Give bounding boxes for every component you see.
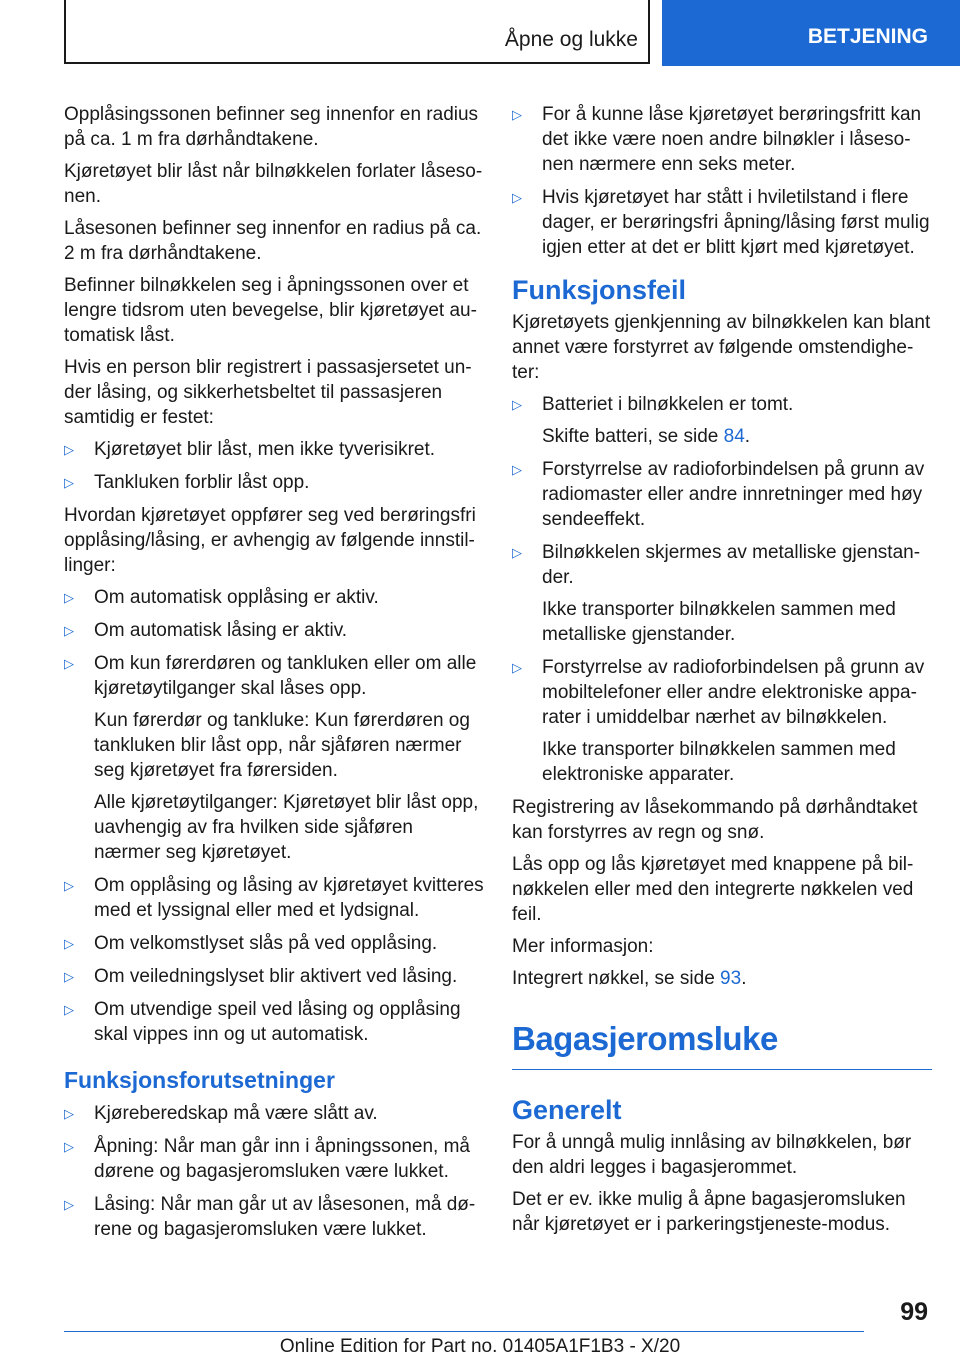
paragraph: Låsesonen befinner seg innenfor en radius på ca. 2 m fra dørhåndtakene.: [64, 218, 482, 264]
section-heading-malfunction: Funksjonsfeil: [512, 275, 687, 305]
paragraph: Integrert nøkkel, se side 93.: [512, 968, 747, 989]
bullet-list: [64, 1101, 484, 1242]
bullet-triangle-icon: ▷: [64, 623, 74, 638]
list-item: ▷ Om veiledningslyset blir aktivert ved låsing.: [64, 966, 458, 987]
list-item: ▷ Om velkomstlyset slås på ved opplåsing.: [64, 933, 438, 954]
list-item: ▷ Bilnøkkelen skjermes av metalliske gjenstander. Ikke transporter bilnøkkelen sammen med metalliske gjenstander.: [512, 540, 932, 647]
right-column: [512, 102, 932, 1244]
bullet-triangle-icon: ▷: [64, 878, 74, 893]
bullet-triangle-icon: ▷: [64, 1002, 74, 1017]
list-item-continuation: Kun førerdør og tankluke: Kun førerdøren og tankluken blir låst opp, når sjåføren nærmer seg kjøretøyet fra førersiden.: [94, 710, 470, 781]
list-item: ▷ Forstyrrelse av radioforbindelsen på grunn av mobiltelefoner eller andre elektroniske apparater i umiddelbar nærhet av bilnøkkelen. Ikke transporter bilnøkkelen sammen med elektroniske apparater.: [512, 655, 932, 787]
chapter-title: BETJENING: [807, 25, 928, 48]
list-item: ▷ Hvis kjøretøyet har stått i hviletilstand i flere dager, er berøringsfri åpning/låsing først mulig igjen etter at det er blitt kjørt med kjøretøyet.: [512, 187, 930, 258]
bullet-triangle-icon: ▷: [512, 462, 522, 477]
paragraph: Hvis en person blir registrert i passasjersetet under låsing, og sikkerhetsbeltet til passasjeren samtidig er festet:: [64, 357, 472, 428]
paragraph: Lås opp og lås kjøretøyet med knappene på bilnøkkelen eller med den integrerte nøkkelen ved feil.: [512, 854, 914, 925]
bullet-triangle-icon: ▷: [512, 545, 522, 560]
bullet-triangle-icon: ▷: [512, 397, 522, 412]
list-item: ▷ Batteriet i bilnøkkelen er tomt. Skifte batteri, se side 84.: [512, 392, 932, 449]
list-item: ▷ Om automatisk låsing er aktiv.: [64, 620, 348, 641]
page-reference-link[interactable]: 84: [723, 426, 745, 447]
bullet-triangle-icon: ▷: [512, 660, 522, 675]
paragraph: Mer informasjon:: [512, 936, 654, 957]
list-item: ▷ Om opplåsing og låsing av kjøretøyet kvitteres med et lyssignal eller med et lydsignal.: [64, 875, 484, 921]
paragraph: Hvordan kjøretøyet oppfører seg ved berøringsfri opplåsing/låsing, er avhengig av følgende innstillinger:: [64, 505, 476, 576]
list-item-continuation: Ikke transporter bilnøkkelen sammen med metalliske gjenstander.: [542, 599, 896, 645]
section-heading-general: Generelt: [512, 1095, 622, 1125]
list-item: ▷ Tankluken forblir låst opp.: [64, 472, 310, 493]
bullet-list: [64, 437, 484, 495]
paragraph: Kjøretøyets gjenkjenning av bilnøkkelen kan blant annet være forstyrret av følgende omstendigheter:: [512, 312, 931, 383]
page-reference-link[interactable]: 93: [720, 968, 742, 989]
bullet-triangle-icon: ▷: [64, 1106, 74, 1121]
paragraph: Opplåsingssonen befinner seg innenfor en radius på ca. 1 m fra dørhåndtakene.: [64, 104, 479, 150]
list-item: ▷ Om kun førerdøren og tankluken eller om alle kjøretøytilganger skal låses opp. Kun førerdør og tankluke: Kun førerdøren og tankluken blir låst opp, når sjåføren nærmer seg kjøretøyet fra førersiden. Alle kjøretøytilganger: Kjøretøyet blir låst opp, uavhengig av fra hvilken side sjåføren nærmer seg kjøretøyet.: [64, 651, 484, 865]
list-item: ▷ Kjøretøyet blir låst, men ikke tyverisikret.: [64, 439, 436, 460]
list-item: ▷ Om utvendige speil ved låsing og opplåsing skal vippes inn og ut automatisk.: [64, 999, 461, 1045]
bullet-list: [512, 392, 932, 787]
list-item: ▷ Forstyrrelse av radioforbindelsen på grunn av radiomaster eller andre innretninger med høy sendeeffekt.: [512, 459, 925, 530]
edition-note: Online Edition for Part no. 01405A1F1B3 - X/20: [279, 1336, 681, 1357]
bullet-triangle-icon: ▷: [64, 475, 74, 490]
bullet-triangle-icon: ▷: [64, 1197, 74, 1212]
bullet-triangle-icon: ▷: [64, 656, 74, 671]
list-item: ▷ Åpning: Når man går inn i åpningssonen, må dørene og bagasjeromsluken være lukket.: [64, 1136, 471, 1182]
bullet-triangle-icon: ▷: [64, 442, 74, 457]
chapter-heading-trunk-lid: Bagasjeromsluke: [512, 1017, 932, 1070]
paragraph: Registrering av låsekommando på dørhåndtaket kan forstyrres av regn og snø.: [512, 797, 918, 843]
bullet-triangle-icon: ▷: [64, 1139, 74, 1154]
chapter-tab: [662, 0, 960, 66]
list-item-continuation: Skifte batteri, se side 84.: [542, 426, 751, 447]
list-item: ▷ Låsing: Når man går ut av låsesonen, må dørene og bagasjeromsluken være lukket.: [64, 1194, 476, 1240]
bullet-list: [512, 102, 932, 260]
paragraph: For å unngå mulig innlåsing av bilnøkkelen, bør den aldri legges i bagasjerommet.: [512, 1132, 912, 1178]
list-item-continuation: Ikke transporter bilnøkkelen sammen med elektroniske apparater.: [542, 739, 896, 785]
bullet-triangle-icon: ▷: [64, 590, 74, 605]
list-item: ▷ Kjøreberedskap må være slått av.: [64, 1103, 378, 1124]
bullet-triangle-icon: ▷: [64, 936, 74, 951]
bullet-triangle-icon: ▷: [512, 190, 522, 205]
bullet-triangle-icon: ▷: [512, 107, 522, 122]
list-item: ▷ Om automatisk opplåsing er aktiv.: [64, 587, 379, 608]
section-heading-prerequisites: Funksjonsforutsetninger: [64, 1067, 335, 1093]
paragraph: Befinner bilnøkkelen seg i åpningssonen over et lengre tidsrom uten bevegelse, blir kjøretøyet automatisk låst.: [64, 275, 477, 346]
footer-divider: [64, 1331, 864, 1332]
paragraph: Kjøretøyet blir låst når bilnøkkelen forlater låsesonen.: [64, 161, 483, 207]
left-column: [64, 102, 484, 1250]
page-number: 99: [900, 1298, 928, 1326]
bullet-triangle-icon: ▷: [64, 969, 74, 984]
paragraph: Det er ev. ikke mulig å åpne bagasjeromsluken når kjøretøyet er i parkeringstjeneste-modus.: [512, 1189, 906, 1235]
bullet-list: [64, 585, 484, 1047]
list-item-continuation: Alle kjøretøytilganger: Kjøretøyet blir låst opp, uavhengig av fra hvilken side sjåføren nærmer seg kjøretøyet.: [94, 792, 479, 863]
page-header: [0, 0, 960, 66]
list-item: ▷ For å kunne låse kjøretøyet berøringsfritt kan det ikke være noen andre bilnøkler i låsesonen nærmere enn seks meter.: [512, 104, 922, 175]
section-title: Åpne og lukke: [504, 28, 638, 51]
